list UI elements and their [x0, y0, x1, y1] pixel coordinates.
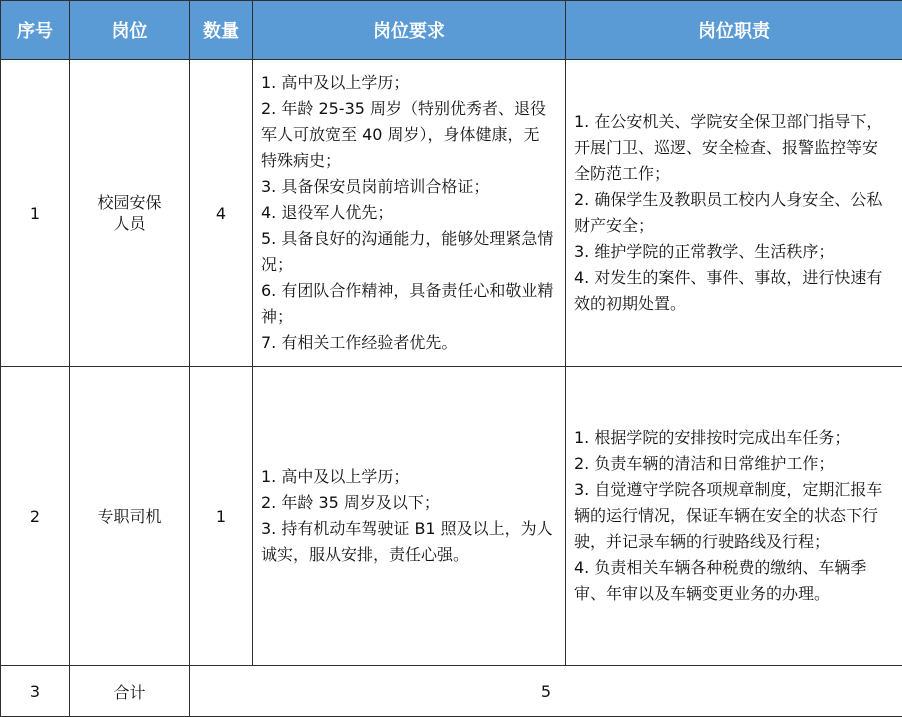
header-duties: 岗位职责: [566, 1, 902, 60]
list-item: 2. 确保学生及教职员工校内人身安全、公私财产安全；: [574, 190, 883, 235]
row-position: [70, 60, 190, 367]
position-name: 专职司机: [97, 506, 162, 526]
list-item: 3. 持有机动车驾驶证 B1 照及以上，为人诚实，服从安排，责任心强。: [261, 519, 553, 564]
list-item: 6. 有团队合作精神，具备责任心和敬业精神；: [261, 281, 554, 326]
list-item: 1. 在公安机关、学院安全保卫部门指导下，开展门卫、巡逻、安全检查、报警监控等安全防范工作；: [574, 112, 883, 183]
list-item: 1. 高中及以上学历；: [261, 73, 410, 92]
list-item: 3. 自觉遵守学院各项规章制度，定期汇报车辆的运行情况，保证车辆在安全的状态下行驶，并记录车辆的行驶路线及行程；: [574, 480, 883, 551]
position-name: 校园安保人员: [97, 193, 162, 233]
table-row: [1, 60, 902, 367]
row-duties: [566, 60, 902, 367]
list-item: 3. 具备保安员岗前培训合格证；: [261, 177, 490, 196]
list-item: 2. 负责车辆的清洁和日常维护工作；: [574, 454, 835, 473]
row-requirements: [253, 60, 566, 367]
duties-list: [566, 109, 902, 317]
header-index: 序号: [1, 1, 70, 60]
duties-list: [566, 425, 902, 607]
list-item: 3. 维护学院的正常教学、生活秩序；: [574, 242, 835, 261]
requirements-list: [253, 464, 565, 568]
total-row: [1, 666, 902, 717]
list-item: 2. 年龄 25-35 周岁（特别优秀者、退役军人可放宽至 40 周岁），身体健康，无特殊病史；: [261, 99, 547, 170]
row-index: 3: [1, 666, 70, 717]
row-count: 4: [190, 60, 253, 367]
list-item: 7. 有相关工作经验者优先。: [261, 333, 458, 352]
list-item: 4. 退役军人优先；: [261, 203, 394, 222]
list-item: 4. 对发生的案件、事件、事故，进行快速有效的初期处置。: [574, 268, 883, 313]
row-index: 2: [1, 367, 70, 666]
header-row: [1, 1, 902, 60]
list-item: 4. 负责相关车辆各种税费的缴纳、车辆季审、年审以及车辆变更业务的办理。: [574, 558, 867, 603]
header-requirements: 岗位要求: [253, 1, 566, 60]
header-position: 岗位: [70, 1, 190, 60]
header-count: 数量: [190, 1, 253, 60]
row-position: [70, 367, 190, 666]
list-item: 5. 具备良好的沟通能力，能够处理紧急情况；: [261, 229, 554, 274]
row-requirements: [253, 367, 566, 666]
table-row: [1, 367, 902, 666]
row-duties: [566, 367, 902, 666]
total-value: 5: [190, 666, 902, 717]
list-item: 2. 年龄 35 周岁及以下；: [261, 493, 440, 512]
list-item: 1. 根据学院的安排按时完成出车任务；: [574, 428, 851, 447]
row-count: 1: [190, 367, 253, 666]
row-index: 1: [1, 60, 70, 367]
list-item: 1. 高中及以上学历；: [261, 467, 410, 486]
total-label: 合计: [70, 666, 190, 717]
requirements-list: [253, 70, 565, 356]
